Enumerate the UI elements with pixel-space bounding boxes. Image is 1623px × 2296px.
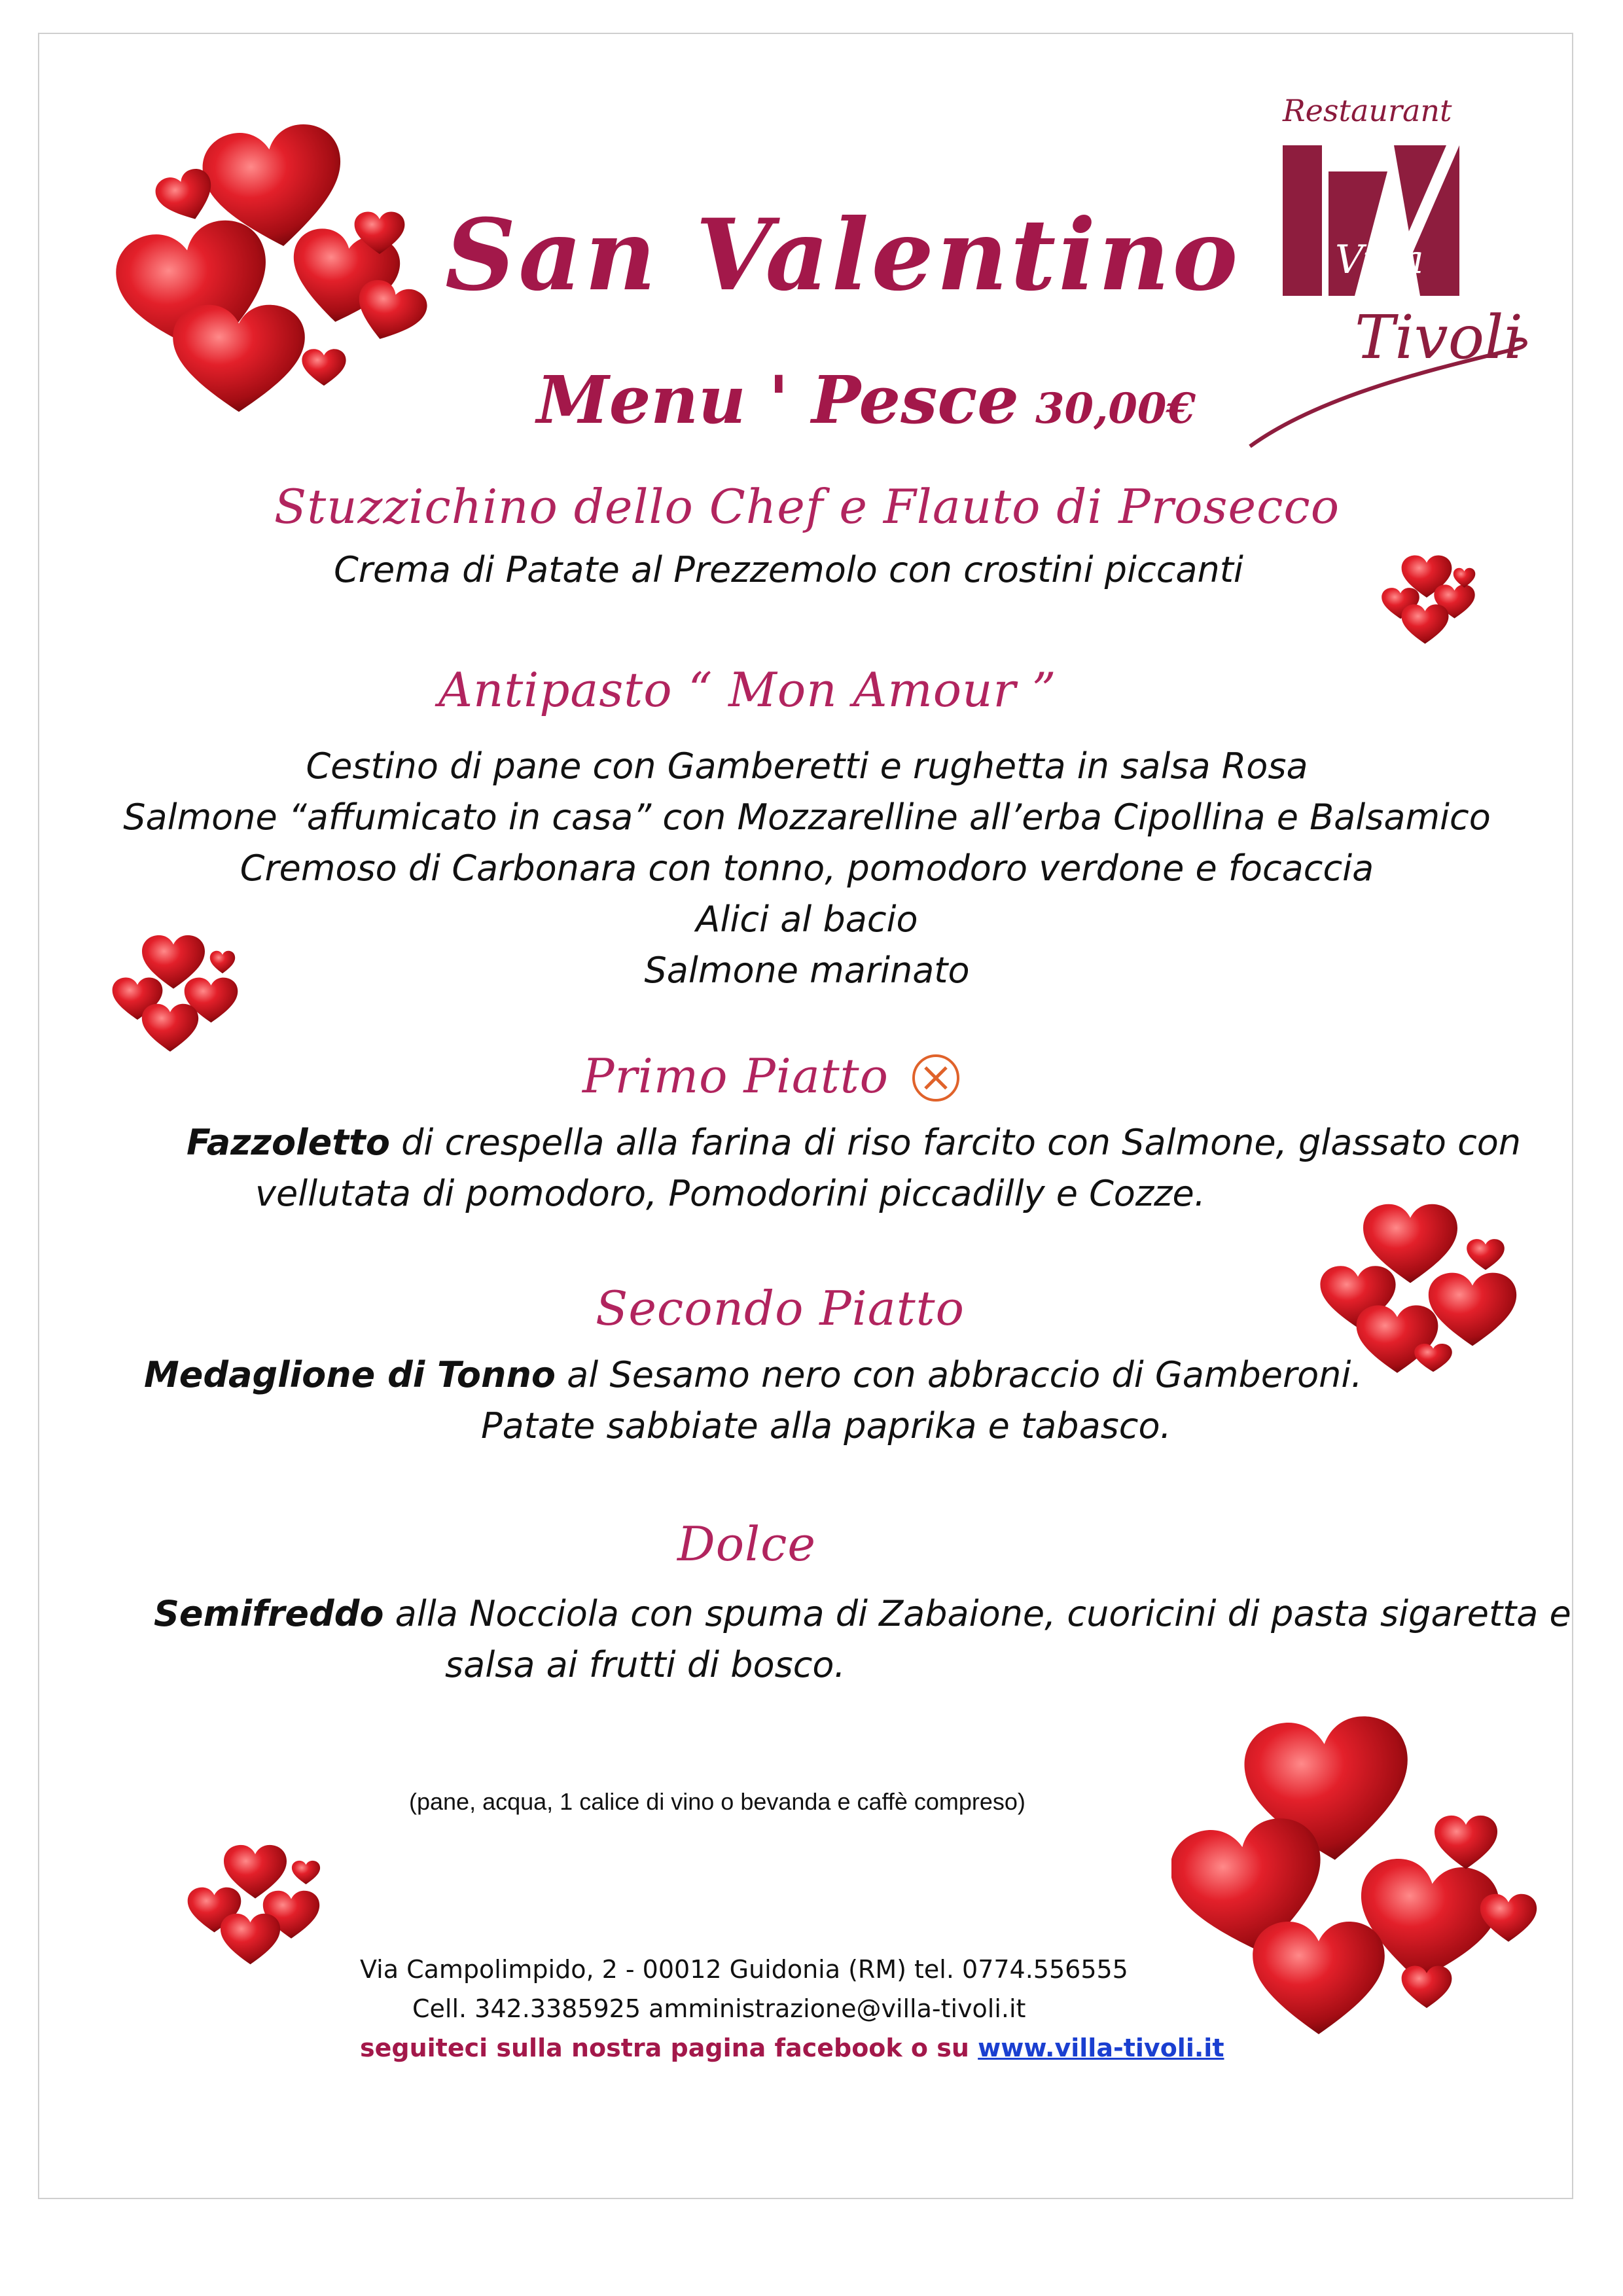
list-item: Salmone “affumicato in casa” con Mozzarelline all’erba Cipollina e Balsamico	[123, 797, 1491, 838]
menu-page	[38, 33, 1573, 2199]
dish-line	[187, 1117, 1521, 1168]
section-heading-antipasto: Antipasto “ Mon Amour ”	[438, 662, 1057, 717]
dish-desc: alla Nocciola con spuma di Zabaione, cuoricini di pasta sigaretta e	[383, 1593, 1571, 1634]
dish-name: Fazzoletto	[187, 1122, 390, 1163]
antipasto-list	[39, 741, 1575, 996]
dish-desc: di crespella alla farina di riso farcito con Salmone, glassato con	[389, 1122, 1522, 1163]
section-heading-primo: Primo Piatto	[582, 1049, 889, 1103]
footer-follow	[360, 2034, 1224, 2062]
list-item: Cremoso di Carbonara con tonno, pomodoro verdone e focaccia	[240, 848, 1374, 889]
list-item: Alici al bacio	[696, 899, 918, 940]
logo-word-tivoli: Tivoli	[1355, 302, 1523, 372]
page-title: San Valentino	[445, 198, 1241, 313]
menu-price: 30,00€	[1035, 384, 1196, 433]
dish-name: Semifreddo	[154, 1593, 384, 1634]
dish-line: salsa ai frutti di bosco.	[445, 1644, 846, 1685]
dish-name: Medaglione di Tonno	[144, 1354, 556, 1395]
list-item: Cestino di pane con Gamberetti e rughetta in salsa Rosa	[306, 745, 1308, 787]
list-item: Salmone marinato	[644, 950, 970, 991]
villa-tivoli-logo	[1243, 86, 1531, 453]
website-link[interactable]: www.villa-tivoli.it	[978, 2034, 1224, 2062]
menu-subtitle-row	[537, 361, 1196, 439]
heart-cluster-icon	[183, 1840, 334, 1978]
section-heading-dolce: Dolce	[677, 1516, 817, 1571]
section-heading-secondo: Secondo Piatto	[596, 1281, 965, 1336]
dish-line	[144, 1350, 1363, 1401]
footer-address: Via Campolimpido, 2 - 00012 Guidonia (RM) tel. 0774.556555	[360, 1955, 1128, 1984]
included-note: (pane, acqua, 1 calice di vino o bevanda e caffè compreso)	[409, 1788, 1026, 1815]
menu-subtitle: Menu ' Pesce	[537, 361, 1019, 439]
dish-line: Crema di Patate al Prezzemolo con crostini piccanti	[334, 549, 1243, 590]
dish-line	[154, 1588, 1571, 1640]
section-heading-stuzzichino: Stuzzichino dello Chef e Flauto di Prosecco	[274, 479, 1340, 534]
dish-line: Patate sabbiate alla paprika e tabasco.	[481, 1405, 1171, 1446]
logo-restaurant-label: Restaurant	[1283, 93, 1452, 128]
dish-line: vellutata di pomodoro, Pomodorini piccadilly e Cozze.	[255, 1173, 1205, 1214]
logo-swoosh-icon	[1243, 283, 1531, 453]
glutenfree-badge-icon	[910, 1052, 962, 1104]
logo-word-villa: Villa	[1335, 237, 1424, 283]
heart-cluster-icon	[1171, 1710, 1538, 2063]
follow-text: seguiteci sulla nostra pagina facebook o su	[360, 2034, 978, 2062]
dish-desc: al Sesamo nero con abbraccio di Gamberoni.	[556, 1354, 1363, 1395]
footer-contact: Cell. 342.3385925 amministrazione@villa-tivoli.it	[412, 1994, 1026, 2023]
heart-cluster-icon	[105, 99, 445, 414]
